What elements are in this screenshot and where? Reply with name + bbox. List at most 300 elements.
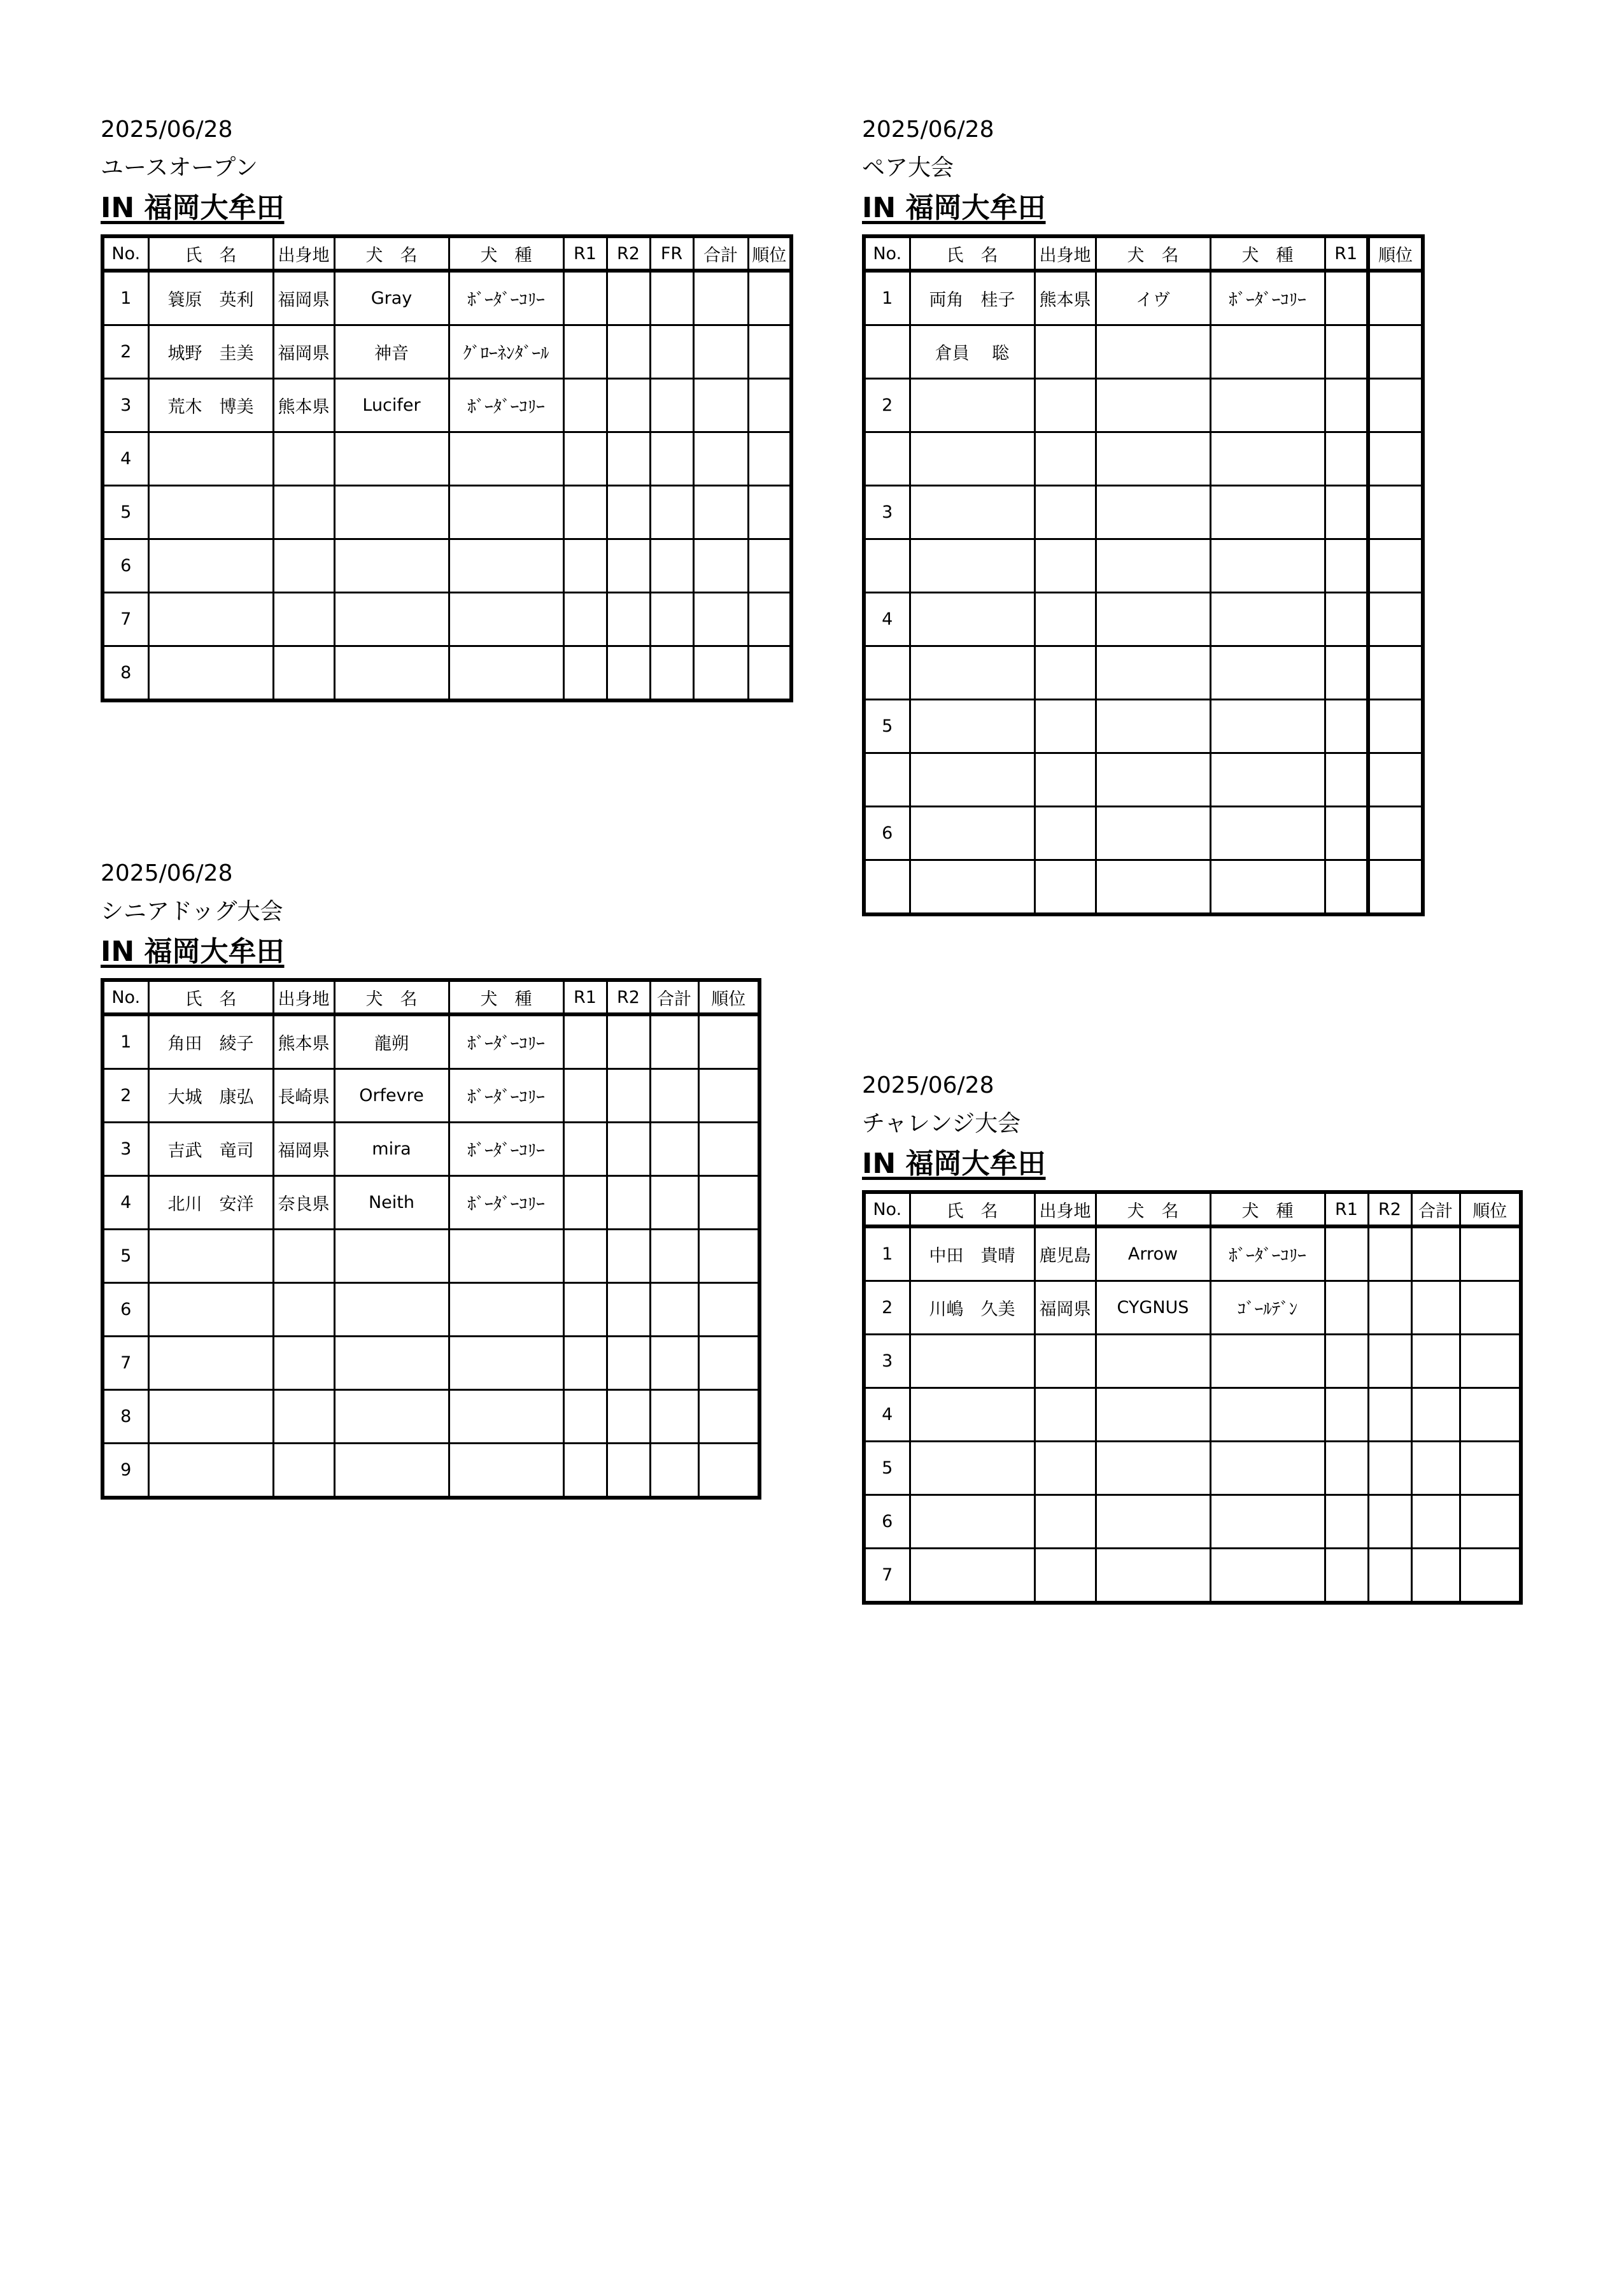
- cell-r1: [1325, 646, 1368, 700]
- header-origin: 出身地: [273, 980, 334, 1014]
- table-row: [102, 271, 791, 325]
- cell-no: 7: [864, 1549, 910, 1603]
- cell-no: 5: [102, 486, 148, 539]
- cell-rank: [698, 1390, 759, 1444]
- cell-breed: [449, 1230, 563, 1283]
- cell-name: [148, 1337, 273, 1390]
- cell-origin: 長崎県: [273, 1069, 334, 1123]
- cell-r2: [607, 486, 650, 539]
- header-r1: R1: [563, 980, 607, 1014]
- cell-r1: [563, 325, 607, 379]
- header-rank: 順位: [698, 980, 759, 1014]
- cell-name: [148, 486, 273, 539]
- cell-no: [864, 432, 910, 486]
- cell-dog: イヴ: [1096, 271, 1210, 325]
- table-row: [864, 325, 1423, 379]
- cell-no: 3: [864, 486, 910, 539]
- cell-dog: [1096, 1335, 1210, 1388]
- header-r2: R2: [607, 236, 650, 271]
- cell-total: [693, 646, 748, 701]
- cell-rank: [748, 593, 791, 646]
- cell-no: 7: [102, 593, 148, 646]
- cell-breed: ﾎﾞｰﾀﾞｰｺﾘｰ: [449, 379, 563, 432]
- cell-rank: [1368, 646, 1423, 700]
- header-dog: 犬 名: [1096, 1192, 1210, 1226]
- cell-name: [910, 1442, 1034, 1495]
- header-total: 合計: [650, 980, 698, 1014]
- cell-name: 倉員 聡: [910, 325, 1034, 379]
- cell-no: 4: [102, 432, 148, 486]
- cell-breed: ﾎﾞｰﾀﾞｰｺﾘｰ: [449, 1123, 563, 1176]
- cell-no: 8: [102, 1390, 148, 1444]
- cell-r2: [607, 1069, 650, 1123]
- cell-origin: [273, 1390, 334, 1444]
- table-row: [864, 486, 1423, 539]
- cell-r1: [563, 432, 607, 486]
- cell-breed: [1210, 860, 1325, 915]
- cell-r2: [607, 1283, 650, 1337]
- table-row: [102, 1123, 759, 1176]
- table-row: [864, 432, 1423, 486]
- table-row: [102, 1230, 759, 1283]
- cell-total: [693, 325, 748, 379]
- cell-dog: [1096, 646, 1210, 700]
- cell-dog: [334, 486, 449, 539]
- cell-no: 4: [864, 1388, 910, 1442]
- cell-rank: [1460, 1495, 1521, 1549]
- cell-no: 2: [102, 1069, 148, 1123]
- cell-name: 両角 桂子: [910, 271, 1034, 325]
- cell-rank: [1368, 432, 1423, 486]
- cell-name: [910, 593, 1034, 646]
- sheet-date: 2025/06/28: [101, 117, 233, 143]
- cell-r1: [1325, 1442, 1368, 1495]
- table-row: [864, 593, 1423, 646]
- header-origin: 出身地: [1034, 236, 1096, 271]
- cell-no: 6: [864, 807, 910, 860]
- cell-dog: [1096, 1495, 1210, 1549]
- cell-rank: [748, 432, 791, 486]
- cell-breed: [1210, 325, 1325, 379]
- cell-r1: [1325, 1388, 1368, 1442]
- cell-r1: [563, 1123, 607, 1176]
- cell-no: 4: [102, 1176, 148, 1230]
- header-rank: 順位: [1460, 1192, 1521, 1226]
- cell-dog: 神音: [334, 325, 449, 379]
- cell-no: 1: [102, 271, 148, 325]
- cell-rank: [698, 1123, 759, 1176]
- cell-no: 3: [102, 379, 148, 432]
- cell-dog: [334, 539, 449, 593]
- header-no: No.: [864, 1192, 910, 1226]
- cell-total: [650, 1014, 698, 1069]
- header-no: No.: [102, 236, 148, 271]
- cell-dog: [1096, 432, 1210, 486]
- table-row: [864, 1388, 1521, 1442]
- table-row: [102, 1014, 759, 1069]
- cell-r1: [563, 379, 607, 432]
- cell-name: 角田 綾子: [148, 1014, 273, 1069]
- cell-dog: [1096, 325, 1210, 379]
- cell-r1: [1325, 1495, 1368, 1549]
- cell-origin: [273, 646, 334, 701]
- sheet-event-title: チャレンジ大会: [862, 1111, 1021, 1137]
- cell-dog: CYGNUS: [1096, 1281, 1210, 1335]
- cell-rank: [698, 1230, 759, 1283]
- cell-total: [1411, 1281, 1460, 1335]
- cell-name: [148, 646, 273, 701]
- cell-r1: [1325, 753, 1368, 807]
- cell-breed: [449, 432, 563, 486]
- cell-no: 3: [102, 1123, 148, 1176]
- cell-total: [650, 1444, 698, 1498]
- cell-r1: [1325, 539, 1368, 593]
- cell-r2: [607, 1014, 650, 1069]
- header-dog: 犬 名: [1096, 236, 1210, 271]
- cell-origin: 熊本県: [1034, 271, 1096, 325]
- header-no: No.: [864, 236, 910, 271]
- header-name: 氏 名: [148, 236, 273, 271]
- header-name: 氏 名: [910, 1192, 1034, 1226]
- sheet-venue: IN 福岡大牟田: [862, 1147, 1046, 1180]
- cell-no: 6: [102, 1283, 148, 1337]
- header-r1: R1: [1325, 236, 1368, 271]
- sheet-venue: IN 福岡大牟田: [862, 192, 1046, 224]
- header-total: 合計: [693, 236, 748, 271]
- cell-name: [910, 379, 1034, 432]
- cell-origin: [1034, 1335, 1096, 1388]
- header-name: 氏 名: [910, 236, 1034, 271]
- cell-name: [910, 646, 1034, 700]
- cell-origin: 熊本県: [273, 379, 334, 432]
- cell-origin: [1034, 1388, 1096, 1442]
- cell-no: 5: [102, 1230, 148, 1283]
- cell-r1: [1325, 1549, 1368, 1603]
- cell-rank: [748, 271, 791, 325]
- cell-r2: [607, 646, 650, 701]
- cell-r2: [607, 379, 650, 432]
- cell-breed: [449, 646, 563, 701]
- cell-name: [148, 432, 273, 486]
- cell-breed: [449, 1283, 563, 1337]
- cell-r1: [1325, 1335, 1368, 1388]
- cell-breed: [1210, 807, 1325, 860]
- cell-rank: [1368, 539, 1423, 593]
- cell-r1: [1325, 1226, 1368, 1281]
- cell-dog: [334, 1283, 449, 1337]
- cell-r1: [1325, 271, 1368, 325]
- cell-origin: [273, 1230, 334, 1283]
- cell-no: 8: [102, 646, 148, 701]
- cell-total: [650, 1390, 698, 1444]
- cell-r1: [563, 271, 607, 325]
- cell-dog: [1096, 379, 1210, 432]
- cell-no: 6: [102, 539, 148, 593]
- cell-name: [910, 432, 1034, 486]
- cell-r1: [563, 1283, 607, 1337]
- cell-rank: [698, 1176, 759, 1230]
- sheet-event-title: ユースオープン: [101, 155, 258, 181]
- cell-r2: [607, 593, 650, 646]
- cell-rank: [698, 1014, 759, 1069]
- header-r1: R1: [1325, 1192, 1368, 1226]
- sheet-venue: IN 福岡大牟田: [101, 192, 285, 224]
- cell-r1: [563, 1176, 607, 1230]
- sheet-date: 2025/06/28: [101, 860, 233, 886]
- cell-total: [1411, 1335, 1460, 1388]
- cell-r2: [607, 432, 650, 486]
- cell-dog: Gray: [334, 271, 449, 325]
- sheet-date: 2025/06/28: [862, 1072, 994, 1098]
- cell-total: [693, 271, 748, 325]
- header-breed: 犬 種: [449, 980, 563, 1014]
- cell-rank: [1460, 1281, 1521, 1335]
- cell-breed: ｺﾞｰﾙﾃﾞﾝ: [1210, 1281, 1325, 1335]
- cell-breed: ﾎﾞｰﾀﾞｰｺﾘｰ: [1210, 1226, 1325, 1281]
- header-dog: 犬 名: [334, 980, 449, 1014]
- score-table: [862, 1190, 1523, 1605]
- cell-dog: Arrow: [1096, 1226, 1210, 1281]
- table-row: [102, 1283, 759, 1337]
- cell-name: [910, 860, 1034, 915]
- cell-origin: [1034, 1495, 1096, 1549]
- header-total: 合計: [1411, 1192, 1460, 1226]
- header-r2: R2: [607, 980, 650, 1014]
- header-rank: 順位: [748, 236, 791, 271]
- header-row: [102, 980, 759, 1014]
- cell-dog: [334, 1230, 449, 1283]
- cell-name: [148, 1444, 273, 1498]
- header-row: [102, 236, 791, 271]
- cell-total: [1411, 1388, 1460, 1442]
- cell-breed: [1210, 1388, 1325, 1442]
- cell-total: [693, 379, 748, 432]
- cell-dog: [334, 646, 449, 701]
- cell-breed: [1210, 486, 1325, 539]
- cell-r1: [1325, 1281, 1368, 1335]
- cell-total: [650, 1283, 698, 1337]
- cell-no: [864, 860, 910, 915]
- cell-rank: [1368, 325, 1423, 379]
- cell-name: [910, 1495, 1034, 1549]
- cell-fr: [650, 486, 693, 539]
- table-row: [864, 753, 1423, 807]
- cell-origin: [273, 593, 334, 646]
- cell-breed: ﾎﾞｰﾀﾞｰｺﾘｰ: [1210, 271, 1325, 325]
- cell-rank: [1368, 271, 1423, 325]
- cell-r2: [607, 271, 650, 325]
- cell-rank: [748, 539, 791, 593]
- table-row: [864, 1281, 1521, 1335]
- cell-name: [910, 700, 1034, 753]
- table-row: [864, 1442, 1521, 1495]
- cell-rank: [1368, 753, 1423, 807]
- cell-origin: [1034, 700, 1096, 753]
- cell-breed: [1210, 593, 1325, 646]
- cell-name: 北川 安洋: [148, 1176, 273, 1230]
- cell-dog: [1096, 1388, 1210, 1442]
- cell-breed: [1210, 753, 1325, 807]
- cell-no: 2: [864, 1281, 910, 1335]
- cell-total: [693, 432, 748, 486]
- cell-no: 6: [864, 1495, 910, 1549]
- cell-total: [693, 486, 748, 539]
- cell-r1: [563, 1444, 607, 1498]
- cell-no: 4: [864, 593, 910, 646]
- cell-dog: [334, 1337, 449, 1390]
- cell-origin: 鹿児島: [1034, 1226, 1096, 1281]
- cell-breed: [1210, 1549, 1325, 1603]
- cell-rank: [1460, 1226, 1521, 1281]
- cell-breed: [1210, 539, 1325, 593]
- cell-name: [148, 593, 273, 646]
- cell-name: [910, 486, 1034, 539]
- cell-r1: [1325, 700, 1368, 753]
- header-origin: 出身地: [273, 236, 334, 271]
- table-row: [864, 539, 1423, 593]
- cell-origin: [1034, 379, 1096, 432]
- cell-no: [864, 753, 910, 807]
- cell-breed: [1210, 646, 1325, 700]
- cell-dog: Neith: [334, 1176, 449, 1230]
- cell-dog: [1096, 807, 1210, 860]
- cell-rank: [1460, 1335, 1521, 1388]
- cell-origin: [1034, 325, 1096, 379]
- cell-origin: [273, 432, 334, 486]
- cell-origin: 奈良県: [273, 1176, 334, 1230]
- cell-r2: [607, 1123, 650, 1176]
- cell-dog: [1096, 700, 1210, 753]
- header-row: [864, 236, 1423, 271]
- sheet-venue: IN 福岡大牟田: [101, 935, 285, 968]
- cell-total: [650, 1337, 698, 1390]
- table-row: [102, 1069, 759, 1123]
- cell-origin: 福岡県: [273, 271, 334, 325]
- cell-breed: [1210, 1495, 1325, 1549]
- cell-rank: [698, 1337, 759, 1390]
- cell-origin: [1034, 753, 1096, 807]
- cell-origin: [1034, 646, 1096, 700]
- cell-total: [650, 1230, 698, 1283]
- cell-origin: [1034, 860, 1096, 915]
- cell-r1: [563, 646, 607, 701]
- cell-breed: ﾎﾞｰﾀﾞｰｺﾘｰ: [449, 271, 563, 325]
- cell-total: [1411, 1226, 1460, 1281]
- cell-r2: [607, 325, 650, 379]
- cell-breed: [1210, 1442, 1325, 1495]
- cell-r2: [607, 1337, 650, 1390]
- cell-name: [910, 1388, 1034, 1442]
- cell-origin: 福岡県: [273, 1123, 334, 1176]
- cell-breed: [449, 593, 563, 646]
- table-row: [102, 379, 791, 432]
- header-dog: 犬 名: [334, 236, 449, 271]
- cell-origin: [1034, 539, 1096, 593]
- cell-name: 中田 貴晴: [910, 1226, 1034, 1281]
- cell-r1: [1325, 432, 1368, 486]
- cell-no: 1: [864, 271, 910, 325]
- header-breed: 犬 種: [449, 236, 563, 271]
- cell-dog: [334, 1390, 449, 1444]
- cell-rank: [748, 646, 791, 701]
- cell-dog: [1096, 1442, 1210, 1495]
- cell-name: 川嶋 久美: [910, 1281, 1034, 1335]
- cell-r1: [563, 1230, 607, 1283]
- cell-breed: [449, 1337, 563, 1390]
- cell-r1: [563, 1337, 607, 1390]
- cell-total: [693, 593, 748, 646]
- cell-dog: [334, 432, 449, 486]
- cell-rank: [748, 379, 791, 432]
- table-row: [864, 1226, 1521, 1281]
- score-table: [101, 978, 761, 1500]
- cell-name: [910, 753, 1034, 807]
- cell-dog: [1096, 486, 1210, 539]
- cell-fr: [650, 379, 693, 432]
- cell-r1: [563, 486, 607, 539]
- header-no: No.: [102, 980, 148, 1014]
- cell-r2: [607, 1230, 650, 1283]
- table-row: [864, 646, 1423, 700]
- cell-name: [148, 1390, 273, 1444]
- header-rank: 順位: [1368, 236, 1423, 271]
- cell-origin: [273, 486, 334, 539]
- cell-fr: [650, 646, 693, 701]
- cell-r2: [1368, 1388, 1411, 1442]
- cell-origin: [1034, 807, 1096, 860]
- cell-fr: [650, 325, 693, 379]
- header-r1: R1: [563, 236, 607, 271]
- cell-r1: [1325, 860, 1368, 915]
- sheet-senior-dog: [101, 860, 761, 1500]
- table-row: [102, 1390, 759, 1444]
- cell-rank: [1460, 1388, 1521, 1442]
- cell-breed: ﾎﾞｰﾀﾞｰｺﾘｰ: [449, 1176, 563, 1230]
- table-row: [864, 1335, 1521, 1388]
- cell-r2: [607, 539, 650, 593]
- cell-dog: [1096, 539, 1210, 593]
- cell-name: [910, 539, 1034, 593]
- score-table: [101, 234, 793, 702]
- cell-r1: [1325, 486, 1368, 539]
- cell-r2: [1368, 1281, 1411, 1335]
- cell-rank: [1460, 1549, 1521, 1603]
- cell-name: 吉武 竜司: [148, 1123, 273, 1176]
- table-row: [864, 1495, 1521, 1549]
- cell-r1: [1325, 593, 1368, 646]
- cell-origin: [1034, 432, 1096, 486]
- cell-dog: 龍朔: [334, 1014, 449, 1069]
- cell-origin: [273, 1283, 334, 1337]
- cell-origin: 熊本県: [273, 1014, 334, 1069]
- cell-r1: [1325, 807, 1368, 860]
- cell-no: 1: [102, 1014, 148, 1069]
- cell-no: 2: [864, 379, 910, 432]
- cell-no: 2: [102, 325, 148, 379]
- cell-total: [693, 539, 748, 593]
- cell-rank: [1368, 486, 1423, 539]
- cell-r1: [1325, 325, 1368, 379]
- table-row: [102, 1337, 759, 1390]
- table-row: [102, 432, 791, 486]
- cell-name: 大城 康弘: [148, 1069, 273, 1123]
- cell-name: [148, 539, 273, 593]
- cell-breed: [1210, 432, 1325, 486]
- cell-rank: [698, 1444, 759, 1498]
- cell-rank: [1460, 1442, 1521, 1495]
- cell-r2: [1368, 1549, 1411, 1603]
- cell-breed: [1210, 700, 1325, 753]
